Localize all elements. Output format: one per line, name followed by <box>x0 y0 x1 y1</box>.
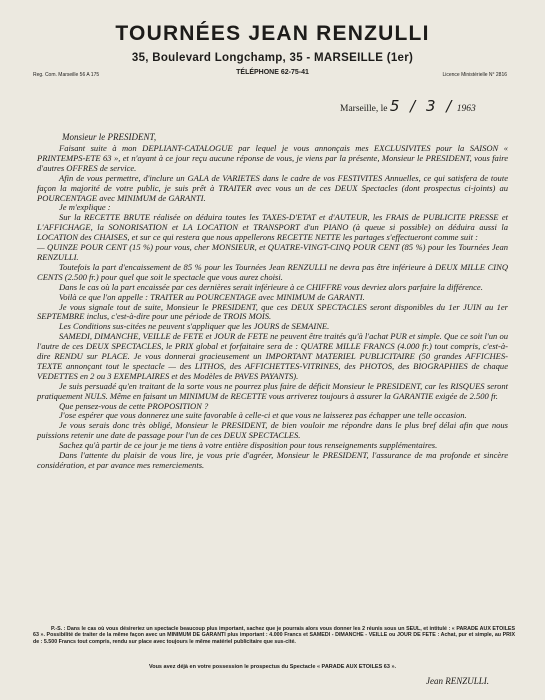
body-paragraph: Toutefois la part d'encaissement de 85 % pour les Tournées Jean RENZULLI ne devra pas être inférieure à DEUX MILLE CINQ CENTS (2.500 fr.) pour quel que soit le spectacle que vous aurez choisi. <box>37 261 508 282</box>
body-paragraph: Les Conditions sus-citées ne peuvent s'appliquer que les JOURS de SEMAINE. <box>59 321 330 332</box>
body-paragraph: J'ose espérer que vous donnerez une suite favorable à celle-ci et que vous ne laisserez pas échapper une telle occasion. <box>59 410 467 421</box>
footer-note: Vous avez déjà en votre possession le prospectus du Spectacle « PARADE AUX ETOILES 63 ». <box>148 664 397 670</box>
company-name: TOURNÉES JEAN RENZULLI <box>115 22 430 45</box>
postscript-text: P.-S. : Dans le cas où vous désireriez un spectacle beaucoup plus important, sachez que je pourrais alors vous donner les 2 réunis sous un SEUL, et intitulé : « PARADE AUX ETOILES 63 ». Possibilité de traiter de la même façon avec un MINIMUM DE GARANTI plus important : 4.000 Francs et SAMEDI - DIMANCHE - VEILLE ou JOUR DE FETE : Achat, pur et simple, au PRIX de : 5.500 Francs tout compris, rendu sur place avec toujours le même matériel publicitaire que sus-cité. <box>33 626 515 645</box>
body-paragraph: Que pensez-vous de cette PROPOSITION ? <box>59 400 209 411</box>
body-paragraph: SAMEDI, DIMANCHE, VEILLE de FETE et JOUR de FETE ne peuvent être traités qu'à l'achat PUR et simple. Que ce soit l'un ou l'autre de ces DEUX SPECTACLES, le PRIX global et forfaitaire sera de : QUATRE MILLE FRANCS (4.000 fr.) tout compris, c'est-à-dire RENDU sur PLACE. Je vous donnerai gracieusement un IMPORTANT MATERIEL PUBLICITAIRE (50 grandes AFFICHES-TEXTE annonçant tout le spectacle — des LITHOS, des AFFICHETTES-VITRINES, des PHOTOS, des BIOGRAPHIES de chaque VEDETTES en 2 ou 3 EXEMPLAIRES et des Modèles de PAVES PAYANTS). <box>37 331 508 381</box>
body-paragraph: Voilà ce que l'on appelle : TRAITER au POURCENTAGE avec MINIMUM de GARANTI. <box>59 291 365 302</box>
body-paragraph: Je m'explique : <box>59 202 111 213</box>
body-paragraph: Faisant suite à mon DEPLIANT-CATALOGUE par lequel je vous annonçais mes EXCLUSIVITES pour la SAISON « PRINTEMPS-ETE 63 », et n'ayant à ce jour reçu aucune réponse de vous, je viens par la présente, Monsieur le PRESIDENT, vous faire d'autres OFFRES de service. <box>37 143 508 173</box>
date-place: Marseille, le <box>340 104 388 114</box>
company-address: 35, Boulevard Longchamp, 35 - MARSEILLE (1er) <box>131 52 414 64</box>
licence-number: Licence Ministérielle N° 2816 <box>442 72 507 78</box>
salutation: Monsieur le PRESIDENT, <box>62 132 157 142</box>
body-paragraph: — QUINZE POUR CENT (15 %) pour vous, cher MONSIEUR, et QUATRE-VINGT-CINQ POUR CENT (85 %) pour les Tournées Jean RENZULLI. <box>37 242 508 262</box>
body-paragraph: Je suis persuadé qu'en traitant de la sorte vous ne pourrez plus faire de déficit Monsieur le PRESIDENT, car les RISQUES seront pratiquement NULS. Même en faisant un MINIMUM de RECETTE vous arriverez toujours à assurer la GARANTIE exigée de 2.500 fr. <box>37 380 508 401</box>
body-paragraph: Je vous serais donc très obligé, Monsieur le PRESIDENT, de bien vouloir me répondre dans le plus bref délai afin que nous puissions retenir une date de passage pour l'un de ces DEUX SPECTACLES. <box>37 420 508 441</box>
registration-number: Reg. Com. Marseille 56 A 175 <box>33 72 100 78</box>
body-paragraph: Dans le cas où la part encaissée par ces dernières serait inférieure à ce CHIFFRE vous devriez alors parfaire la différence. <box>59 281 483 292</box>
body-paragraph: Afin de vous permettre, d'inclure un GALA de VARIETES dans le cadre de vos FESTIVITES Annuelles, ce qui satisfera de toute façon la majorité de votre public, je suis prêt à TRAITER avec vous un de ces DEUX Spectacles (dont prospectus ci-joints) au POURCENTAGE avec MINIMUM de GARANTI. <box>37 172 508 203</box>
body-paragraph: Je vous signale tout de suite, Monsieur le PRESIDENT, que ces DEUX SPECTACLES seront disponibles du 1er JUIN au 1er SEPTEMBRE inclus, c'est-à-dire pour une période de TROIS MOIS. <box>37 301 508 322</box>
body-paragraph: Dans l'attente du plaisir de vous lire, je vous prie d'agréer, Monsieur le PRESIDENT, l'assurance de ma profonde et sincère considération, et par avance mes remerciements. <box>37 450 508 470</box>
letter-body <box>37 144 508 471</box>
body-paragraph: Sur la RECETTE BRUTE réalisée on déduira toutes les TAXES-D'ETAT et d'AUTEUR, les FRAIS de PUBLICITE PRESSE et L'AFFICHAGE, la SONORISATION et LA LOCATION et TRANSPORT d'un PIANO (à queue si possible) on déduira aussi la LOCATION des CHAISES, et sur ce qui restera que nous appellerons RECETTE NETTE les partages s'effectueront comme suit : <box>37 212 508 243</box>
telephone-number: TÉLÉPHONE 62-75-41 <box>236 69 309 76</box>
body-paragraph: Sachez qu'à partir de ce jour je me tiens à votre entière disposition pour tous renseignements supplémentaires. <box>59 440 438 451</box>
signature: Jean RENZULLI. <box>426 676 489 686</box>
date-handwritten: 5 / 3 / <box>389 97 455 115</box>
letter-date <box>340 97 476 115</box>
postscript <box>33 626 515 645</box>
date-year: 1963 <box>456 104 476 114</box>
